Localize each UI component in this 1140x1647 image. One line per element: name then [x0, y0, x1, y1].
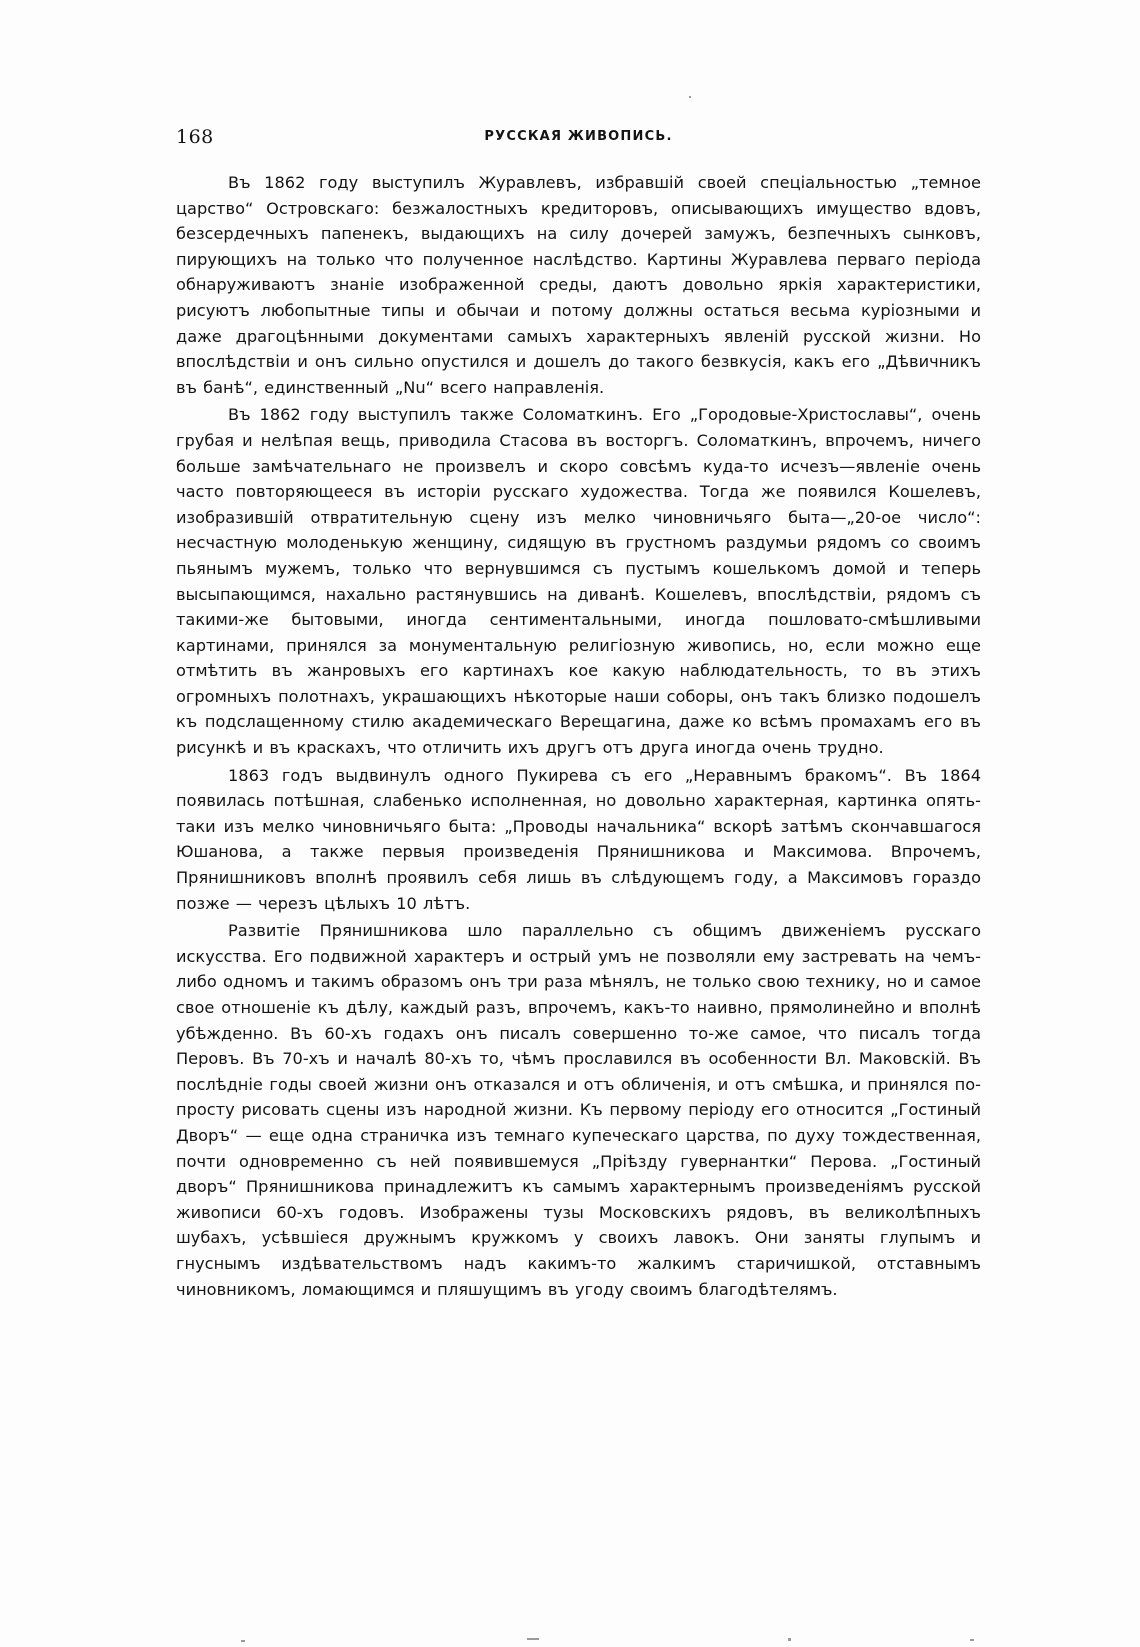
scan-speck	[788, 1638, 791, 1641]
paragraph-pukirev: 1863 годъ выдвинулъ одного Пукирева съ его „Неравнымъ бракомъ“. Въ 1864 появилась потѣшная, слабенько исполненная, но довольно характерная, картинка опять-таки изъ мелко чиновничьяго быта: „Проводы начальника“ вскорѣ затѣмъ скончавшагося Юшанова, а также первыя произведенія Прянишникова и Максимова. Впрочемъ, Прянишниковъ вполнѣ проявилъ себя лишь въ слѣдующемъ году, а Максимовъ гораздо позже — черезъ цѣлыхъ 10 лѣтъ.	[176, 765, 981, 913]
body-text	[176, 170, 981, 1302]
scan-speck	[527, 1638, 539, 1640]
scan-speck	[241, 1640, 245, 1642]
running-title: РУССКАЯ ЖИВОПИСЬ.	[484, 129, 673, 144]
scan-speck	[970, 1639, 974, 1641]
scan-speck	[689, 96, 691, 98]
paragraph-zhuravlev: Въ 1862 году выступилъ Журавлевъ, избравшій своей спеціальностью „темное царство“ Островскаго: безжалостныхъ кредиторовъ, описывающихъ имущество вдовъ, безсердечныхъ папенекъ, выдающихъ на силу дочерей замужъ, безпечныхъ сынковъ, пирующихъ на только что полученное наслѣдство. Картины Журавлева перваго періода обнаруживаютъ знаніе изображенной среды, даютъ довольно яркія характеристики, рисуютъ любопытные типы и обычаи и потому должны остаться весьма куріозными и даже драгоцѣнными документами самыхъ характерныхъ явленій русской жизни. Но впослѣдствіи и онъ сильно опустился и дошелъ до такого безвкусія, какъ его „Дѣвичникъ въ банѣ“, единственный „Nu“ всего направленія.	[176, 173, 981, 397]
paragraph-solomatkin: Въ 1862 году выступилъ также Соломаткинъ. Его „Городовые-Христославы“, очень грубая и нелѣпая вещь, приводила Стасова въ восторгъ. Соломаткинъ, впрочемъ, ничего больше замѣчательнаго не произвелъ и скоро совсѣмъ куда-то исчезъ—явленіе очень часто повторяющееся въ исторіи русскаго художества. Тогда же появился Кошелевъ, изобразившій отвратительную сцену изъ мелко чиновничьяго быта—„20-ое число“: несчастную молоденькую женщину, сидящую въ грустномъ раздумьи рядомъ со своимъ пьянымъ мужемъ, только что вернувшимся съ пустымъ кошелькомъ домой и теперь высыпающимся, нахально растянувшись на диванѣ. Кошелевъ, впослѣдствіи, рядомъ съ такими-же бытовыми, иногда сентиментальными, иногда пошловато-смѣшливыми картинами, принялся за монументальную религіозную живопись, но, если можно еще отмѣтить въ жанровыхъ его картинахъ кое какую наблюдательность, то въ этихъ огромныхъ полотнахъ, украшающихъ нѣкоторые наши соборы, онъ такъ близко подошелъ къ подслащенному стилю академическаго Верещагина, даже ко всѣмъ промахамъ его въ рисункѣ и въ краскахъ, что отличить ихъ другъ отъ друга иногда очень трудно.	[176, 405, 981, 758]
page-number: 168	[176, 126, 214, 148]
paragraph-pryanishnikov: Развитіе Прянишникова шло параллельно съ общимъ движеніемъ русскаго искусства. Его подвижной характеръ и острый умъ не позволяли ему застревать на чемъ-либо одномъ и такимъ образомъ онъ три раза мѣнялъ, не только свою технику, но и самое свое отношеніе къ дѣлу, каждый разъ, впрочемъ, какъ-то наивно, прямолинейно и вполнѣ убѣжденно. Въ 60-хъ годахъ онъ писалъ совершенно то-же самое, что писалъ тогда Перовъ. Въ 70-хъ и началѣ 80-хъ то, чѣмъ прославился въ особенности Вл. Маковскій. Въ послѣдніе годы своей жизни онъ отказался и отъ обличенія, и отъ смѣшка, и принялся по-просту рисовать сцены изъ народной жизни. Къ первому періоду его относится „Гостиный Дворъ“ — еще одна страничка изъ темнаго купеческаго царства, по духу тождественная, почти одновременно съ ней появившемуся „Пріѣзду гувернантки“ Перова. „Гостиный дворъ“ Прянишникова принадлежитъ къ самымъ характернымъ произведеніямъ русской живописи 60-хъ годовъ. Изображены тузы Московскихъ рядовъ, въ великолѣпныхъ шубахъ, усѣвшіеся дружнымъ кружкомъ у своихъ лавокъ. Они заняты глупымъ и гнуснымъ издѣвательствомъ надъ какимъ-то жалкимъ старичишкой, отставнымъ чиновникомъ, ломающимся и пляшущимъ въ угоду своимъ благодѣтелямъ.	[176, 921, 981, 1299]
page-header	[176, 126, 981, 156]
